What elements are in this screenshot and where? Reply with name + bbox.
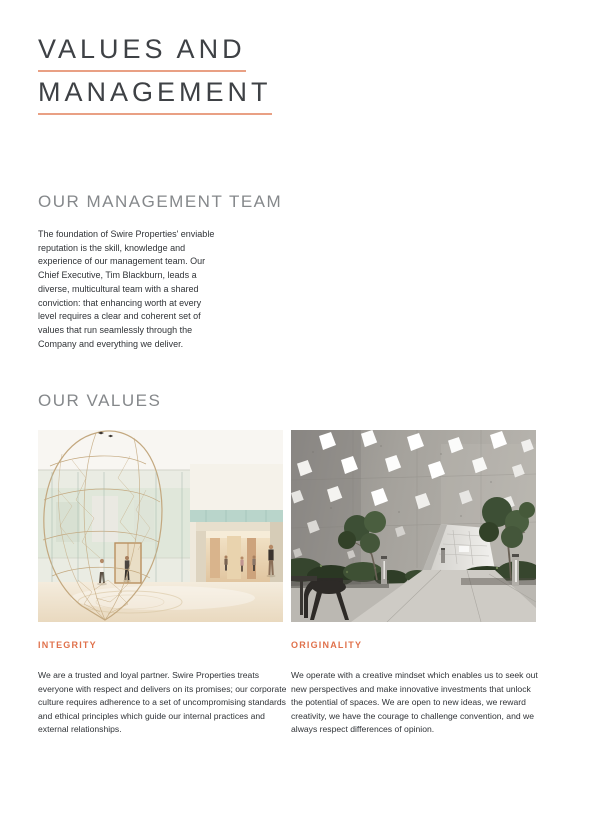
originality-label: ORIGINALITY bbox=[291, 640, 363, 650]
page-title-line2-text: MANAGEMENT bbox=[38, 79, 272, 115]
page-title-line1 bbox=[38, 36, 272, 72]
page-title-line1-text: VALUES AND bbox=[38, 36, 246, 72]
integrity-paragraph: We are a trusted and loyal partner. Swire Properties treats everyone with respect and delivers on its promises; our corporate culture requires adherence to a set of uncompromising standards and ethical principles which guide our internal practices and external relationships. bbox=[38, 670, 287, 735]
page-title bbox=[38, 36, 272, 122]
integrity-photo-illustration bbox=[38, 430, 283, 622]
our-values-heading: OUR VALUES bbox=[38, 391, 162, 410]
originality-photo bbox=[291, 430, 536, 622]
integrity-label: INTEGRITY bbox=[38, 640, 97, 650]
page-title-line2 bbox=[38, 79, 272, 115]
integrity-photo bbox=[38, 430, 283, 622]
originality-paragraph: We operate with a creative mindset which enables us to seek out new perspectives and make innovative investments that unlock the potential of spaces. We are open to new ideas, we reward creativity, we have the courage to challenge convention, and we always respect differences of opinion. bbox=[291, 670, 538, 735]
management-team-paragraph: The foundation of Swire Properties' enviable reputation is the skill, knowledge and experience of our management team. Our Chief Executive, Tim Blackburn, leads a diverse, multicultural team with a shared conviction: that enhancing worth at every level requires a clear and coherent set of values that run seamlessly through the Company and everything we deliver. bbox=[38, 229, 215, 349]
originality-photo-illustration bbox=[291, 430, 536, 622]
management-team-heading: OUR MANAGEMENT TEAM bbox=[38, 192, 283, 211]
